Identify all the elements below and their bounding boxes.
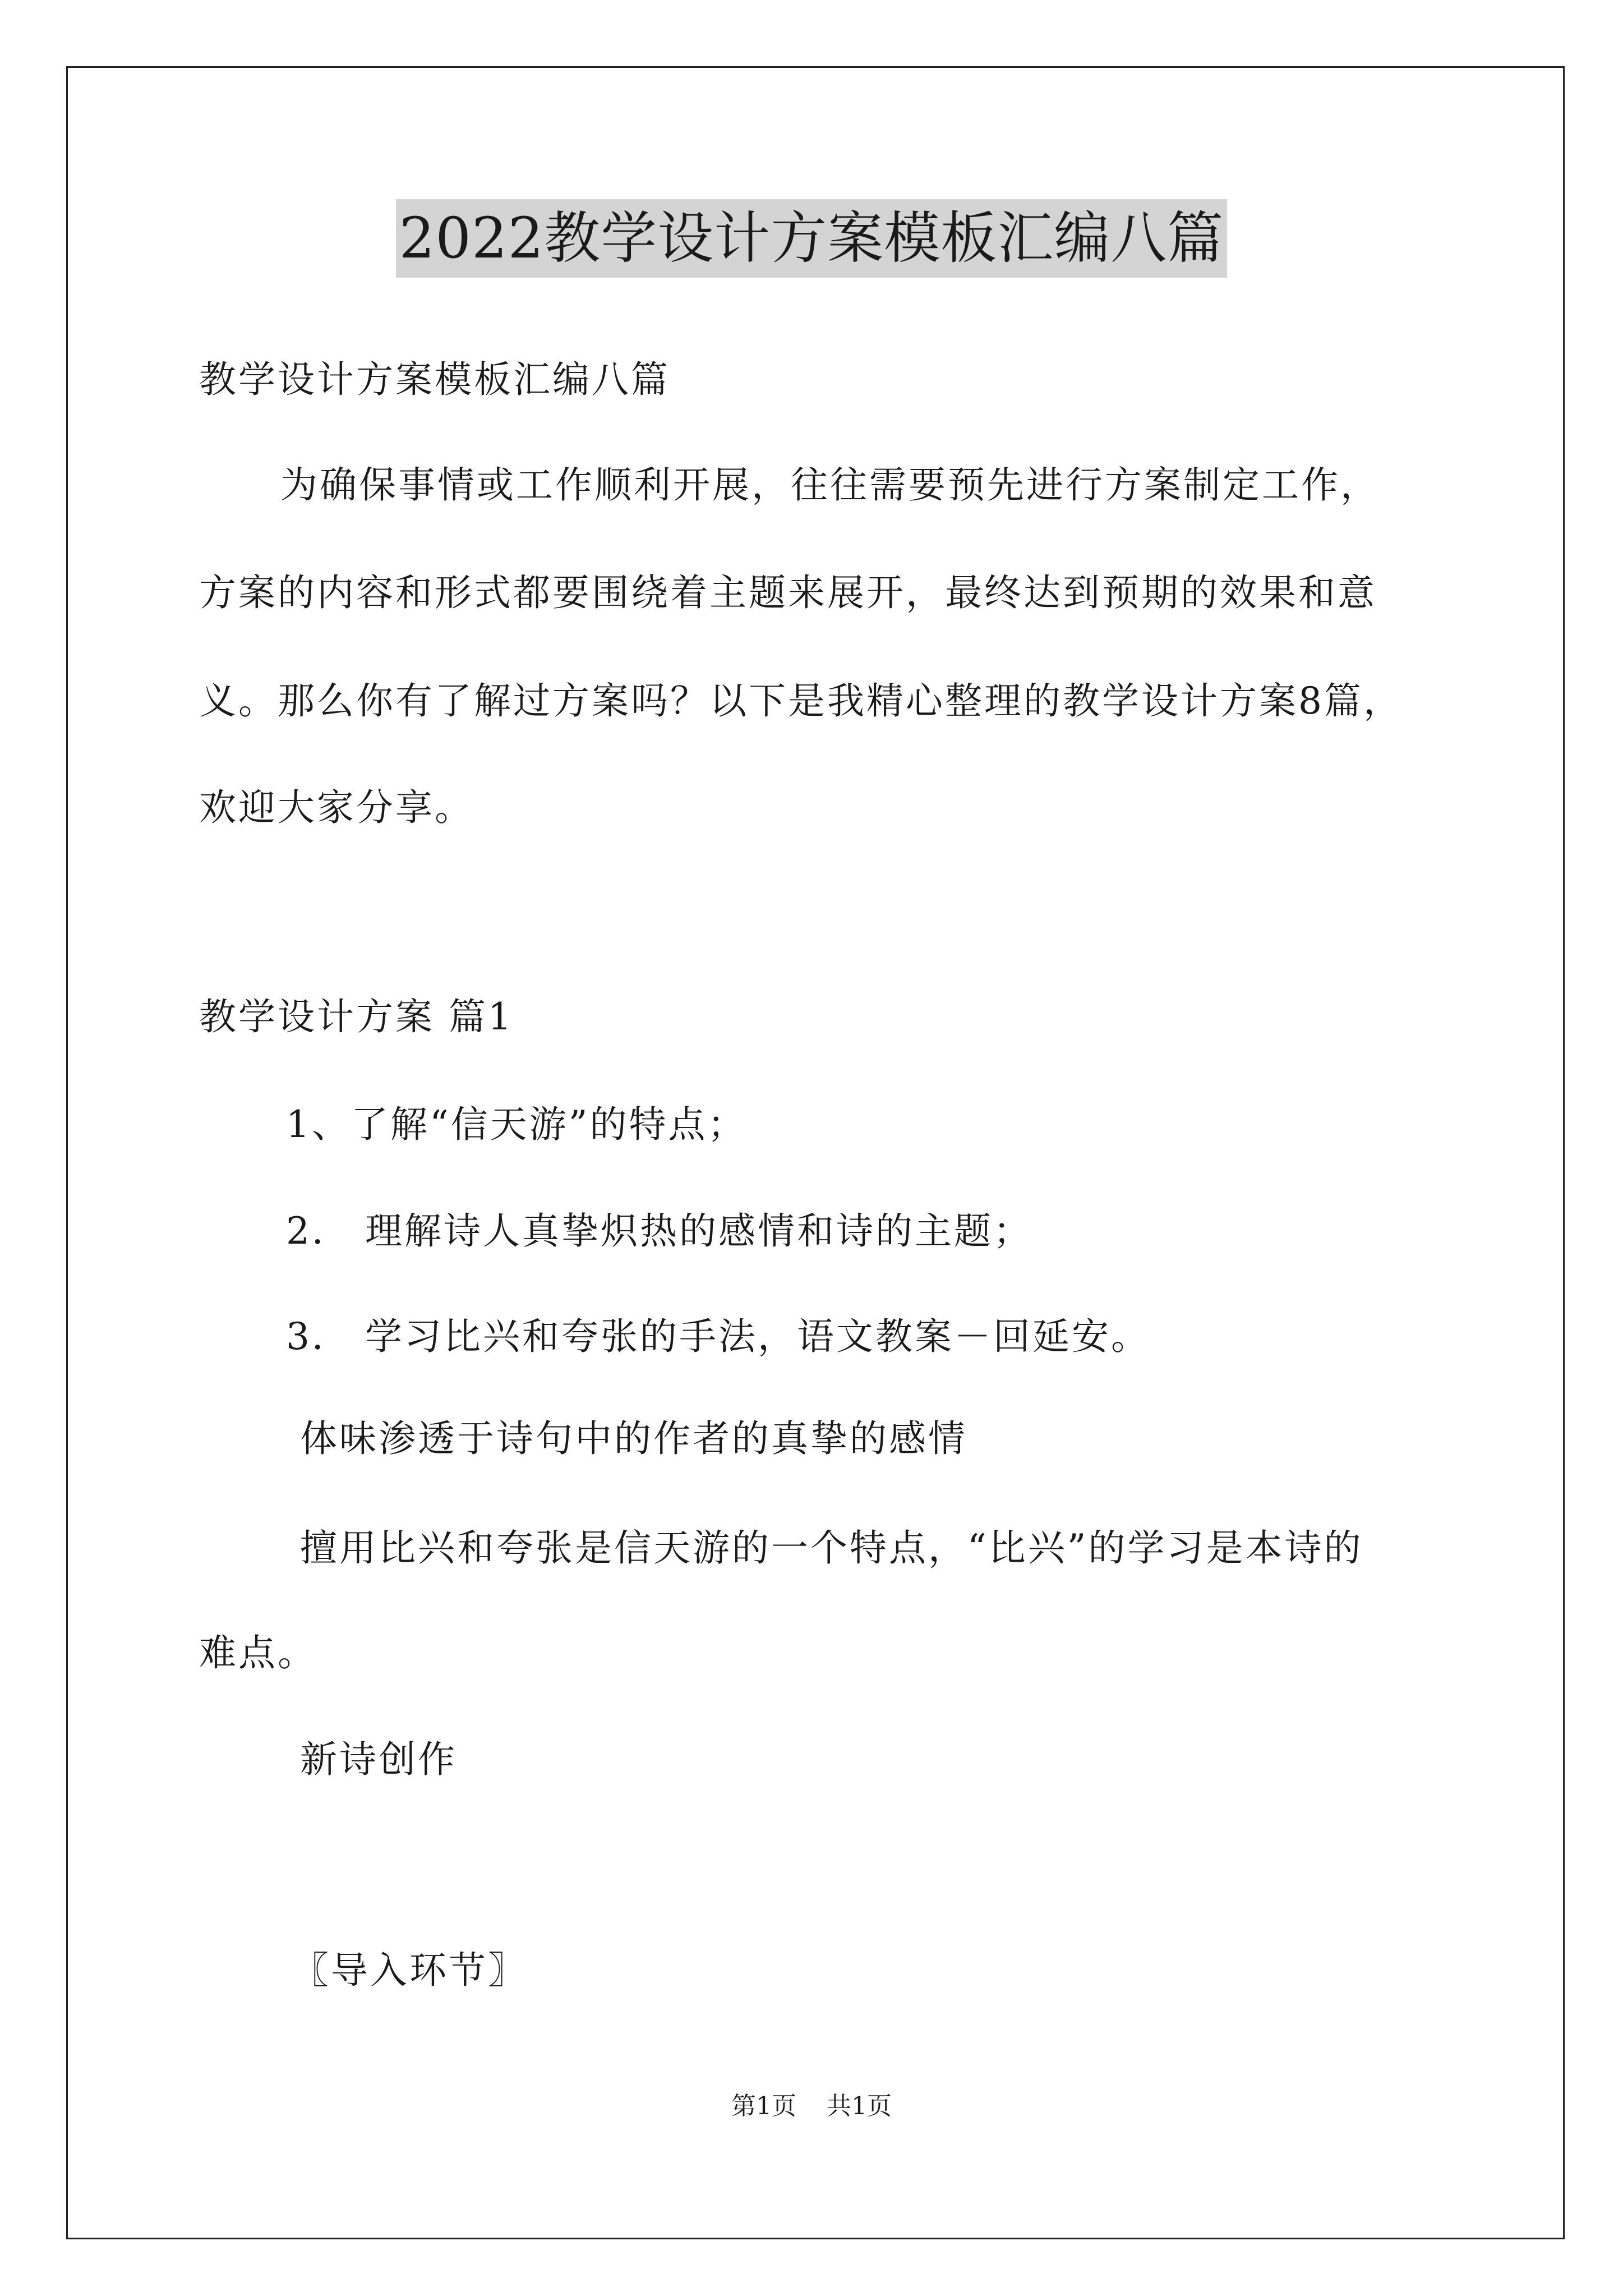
difficulty-line-1: 擅用比兴和夸张是信天游的一个特点，“比兴”的学习是本诗的	[300, 1526, 1363, 1570]
section-heading: 教学设计方案 篇1	[199, 995, 514, 1038]
page-footer	[0, 2090, 1623, 2123]
goal-item-2: 2． 理解诗人真挚炽热的感情和诗的主题；	[286, 1209, 1032, 1253]
goal-item-1: 1、了解“信天游”的特点；	[286, 1103, 747, 1146]
goal-item-3: 3． 学习比兴和夸张的手法，语文教案－回延安。	[286, 1315, 1150, 1358]
title-container	[0, 199, 1623, 278]
document-title: 2022教学设计方案模板汇编八篇	[396, 199, 1228, 278]
difficulty-line-2: 难点。	[199, 1631, 317, 1674]
intro-line-1: 为确保事情或工作顺利开展，往往需要预先进行方案制定工作，	[280, 463, 1380, 507]
total-pages: 共1页	[827, 2092, 892, 2120]
subtitle: 教学设计方案模板汇编八篇	[199, 358, 670, 401]
page-number: 第1页	[731, 2092, 796, 2120]
intro-line-2: 方案的内容和形式都要围绕着主题来展开，最终达到预期的效果和意	[199, 571, 1377, 614]
key-point: 体味渗透于诗句中的作者的真挚的感情	[300, 1417, 967, 1460]
intro-line-4: 欢迎大家分享。	[199, 786, 474, 829]
teaching-method: 新诗创作	[300, 1738, 457, 1781]
intro-section-heading: 〖导入环节〗	[292, 1949, 527, 1992]
intro-line-3: 义。那么你有了解过方案吗？以下是我精心整理的教学设计方案8篇，	[199, 679, 1403, 723]
